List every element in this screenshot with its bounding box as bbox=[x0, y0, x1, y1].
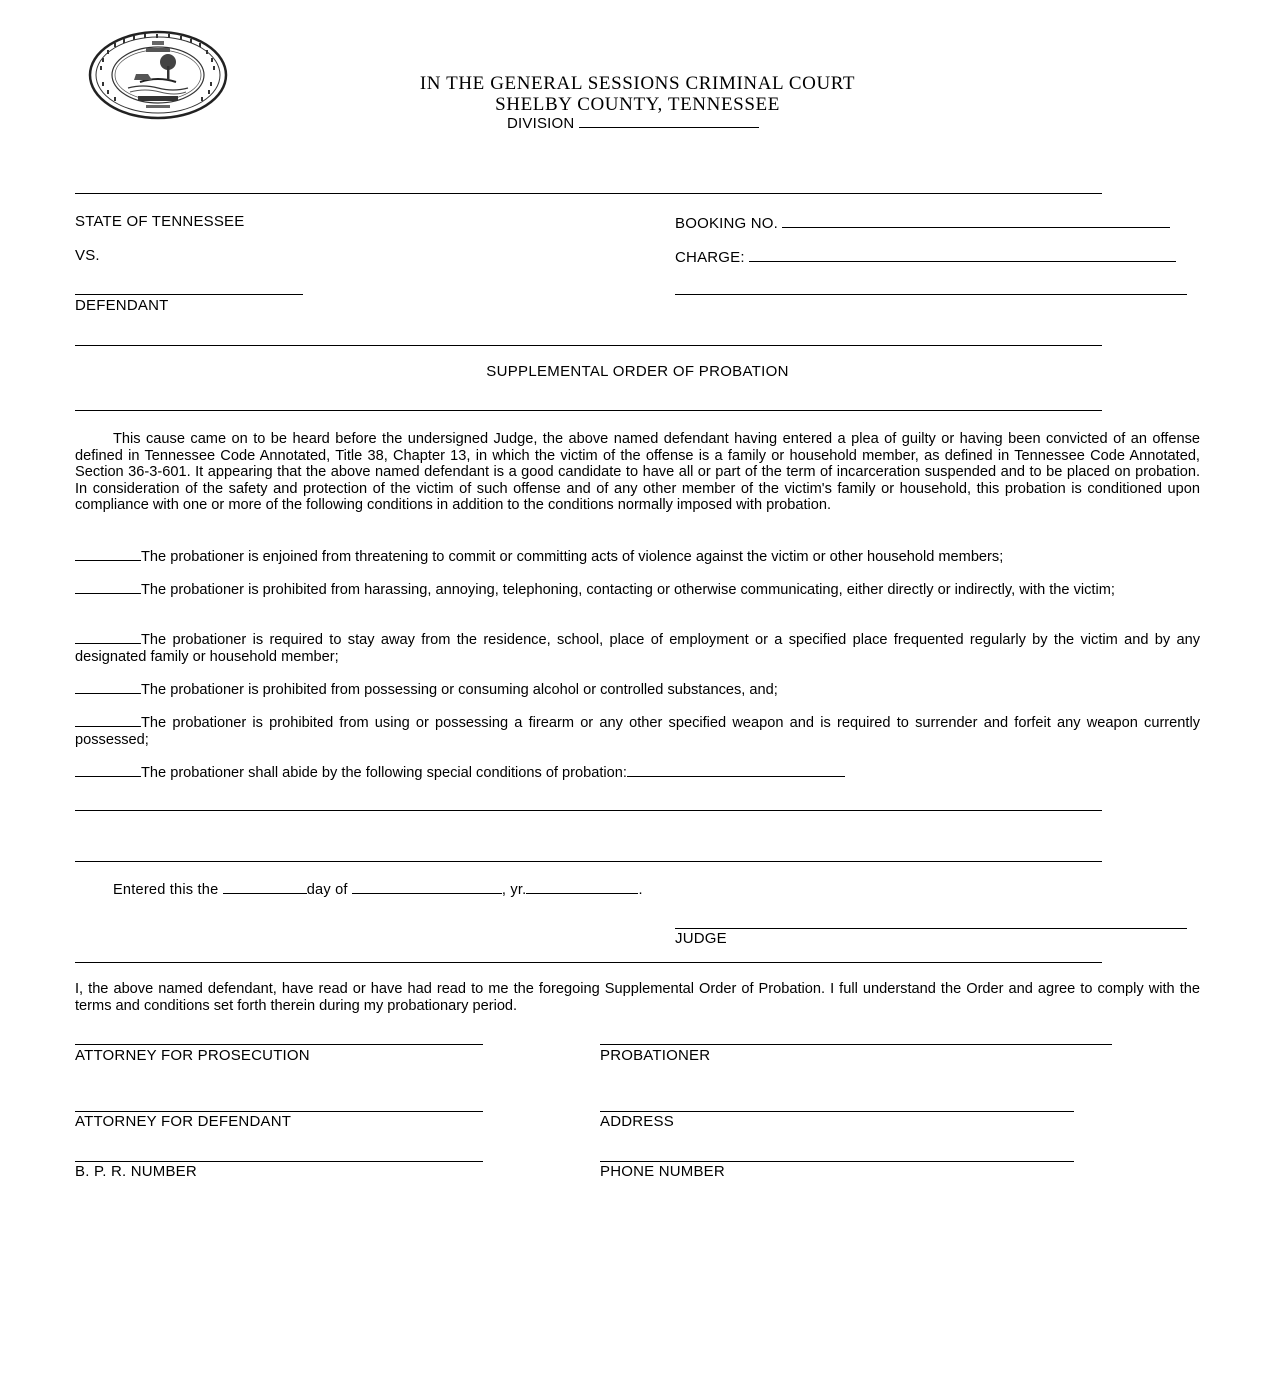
divider-title bbox=[75, 410, 1102, 411]
condition-text: The probationer is prohibited from using or possessing a firearm or any other specified weapon and is required to surrender and forfeit any weapon currently possessed; bbox=[75, 715, 1200, 748]
intro-paragraph bbox=[75, 431, 1200, 514]
condition-check-blank[interactable] bbox=[75, 764, 141, 777]
booking-field bbox=[675, 213, 1170, 232]
probationer-label: PROBATIONER bbox=[600, 1047, 711, 1064]
prosecution-label: ATTORNEY FOR PROSECUTION bbox=[75, 1047, 310, 1064]
charge-blank[interactable] bbox=[749, 247, 1176, 262]
defendant-name-line[interactable] bbox=[75, 294, 303, 295]
defense-label: ATTORNEY FOR DEFENDANT bbox=[75, 1113, 292, 1130]
phone-label: PHONE NUMBER bbox=[600, 1163, 725, 1180]
divider-judge bbox=[75, 962, 1102, 963]
division-label: DIVISION bbox=[507, 115, 575, 132]
special-conditions-line-1[interactable] bbox=[75, 810, 1102, 811]
bpr-line[interactable] bbox=[75, 1161, 483, 1162]
condition-item bbox=[75, 581, 1200, 599]
condition-text: The probationer is enjoined from threatening to commit or committing acts of violence against the victim or other household members; bbox=[141, 549, 1004, 565]
acknowledgement-text: I, the above named defendant, have read or have had read to me the foregoing Supplemental Order of Probation. I full understand the Order and agree to comply with the terms and conditions set forth therein during my probationary period. bbox=[75, 981, 1200, 1014]
condition-check-blank[interactable] bbox=[75, 581, 141, 594]
condition-check-blank[interactable] bbox=[75, 631, 141, 644]
condition-text: The probationer is prohibited from harassing, annoying, telephoning, contacting or otherwise communicating, either directly or indirectly, with the victim; bbox=[141, 582, 1115, 598]
entered-day-blank[interactable] bbox=[223, 881, 307, 894]
division-blank[interactable] bbox=[579, 113, 759, 128]
condition-check-blank[interactable] bbox=[75, 681, 141, 694]
address-label: ADDRESS bbox=[600, 1113, 674, 1130]
defendant-label: DEFENDANT bbox=[75, 297, 169, 314]
condition-text: The probationer is required to stay away from the residence, school, place of employment or a specified place frequented regularly by the victim and by any designated family or household member; bbox=[75, 632, 1200, 665]
order-title: SUPPLEMENTAL ORDER OF PROBATION bbox=[486, 363, 789, 380]
entered-year-blank[interactable] bbox=[526, 881, 638, 894]
entered-day-label: day of bbox=[306, 882, 348, 898]
division-field bbox=[507, 113, 759, 132]
state-label: STATE OF TENNESSEE bbox=[75, 213, 245, 230]
divider-caption bbox=[75, 345, 1102, 346]
condition-item bbox=[75, 631, 1200, 665]
bpr-label: B. P. R. NUMBER bbox=[75, 1163, 197, 1180]
vs-label: VS. bbox=[75, 247, 100, 264]
charge-field bbox=[675, 247, 1176, 266]
address-line[interactable] bbox=[600, 1111, 1074, 1112]
booking-blank[interactable] bbox=[782, 213, 1170, 228]
condition-item bbox=[75, 714, 1200, 748]
entered-period: . bbox=[638, 882, 643, 898]
judge-label: JUDGE bbox=[675, 930, 727, 947]
acknowledgement-paragraph bbox=[75, 981, 1200, 1014]
charge-label: CHARGE: bbox=[675, 249, 745, 266]
entered-prefix: Entered this the bbox=[113, 882, 219, 898]
entered-yr-label: , yr. bbox=[501, 882, 527, 898]
condition-text: The probationer shall abide by the following special conditions of probation: bbox=[141, 765, 627, 781]
court-county: SHELBY COUNTY, TENNESSEE bbox=[495, 94, 780, 115]
condition-check-blank[interactable] bbox=[75, 714, 141, 727]
special-conditions-line-2[interactable] bbox=[75, 861, 1102, 862]
condition-check-blank[interactable] bbox=[75, 548, 141, 561]
entered-line bbox=[113, 881, 643, 898]
booking-label: BOOKING NO. bbox=[675, 215, 779, 232]
charge-line-2[interactable] bbox=[675, 294, 1187, 295]
prosecution-signature-line[interactable] bbox=[75, 1044, 483, 1045]
defense-signature-line[interactable] bbox=[75, 1111, 483, 1112]
condition-item bbox=[75, 548, 1200, 566]
divider-top bbox=[75, 193, 1102, 194]
condition-text: The probationer is prohibited from possessing or consuming alcohol or controlled substances, and; bbox=[141, 682, 778, 698]
intro-text: This cause came on to be heard before the undersigned Judge, the above named defendant having entered a plea of guilty or having been convicted of an offense defined in Tennessee Code Annotated, Title 38, Chapter 13, in which the victim of the offense is a family or household member, as defined in Tennessee Code Annotated, Section 36-3-601. It appearing that the above named defendant is a good candidate to have all or part of the term of incarceration suspended and to be placed on probation. In consideration of the safety and protection of the victim of such offense and of any other member of the victim's family or household, this probation is conditioned upon compliance with one or more of the following conditions in addition to the conditions normally imposed with probation. bbox=[75, 431, 1200, 514]
condition-item bbox=[75, 764, 1200, 782]
probationer-signature-line[interactable] bbox=[600, 1044, 1112, 1045]
condition-item bbox=[75, 681, 1200, 699]
judge-signature-line[interactable] bbox=[675, 928, 1187, 929]
special-conditions-blank[interactable] bbox=[627, 764, 845, 777]
entered-month-blank[interactable] bbox=[352, 881, 502, 894]
court-title: IN THE GENERAL SESSIONS CRIMINAL COURT bbox=[419, 73, 856, 94]
phone-line[interactable] bbox=[600, 1161, 1074, 1162]
